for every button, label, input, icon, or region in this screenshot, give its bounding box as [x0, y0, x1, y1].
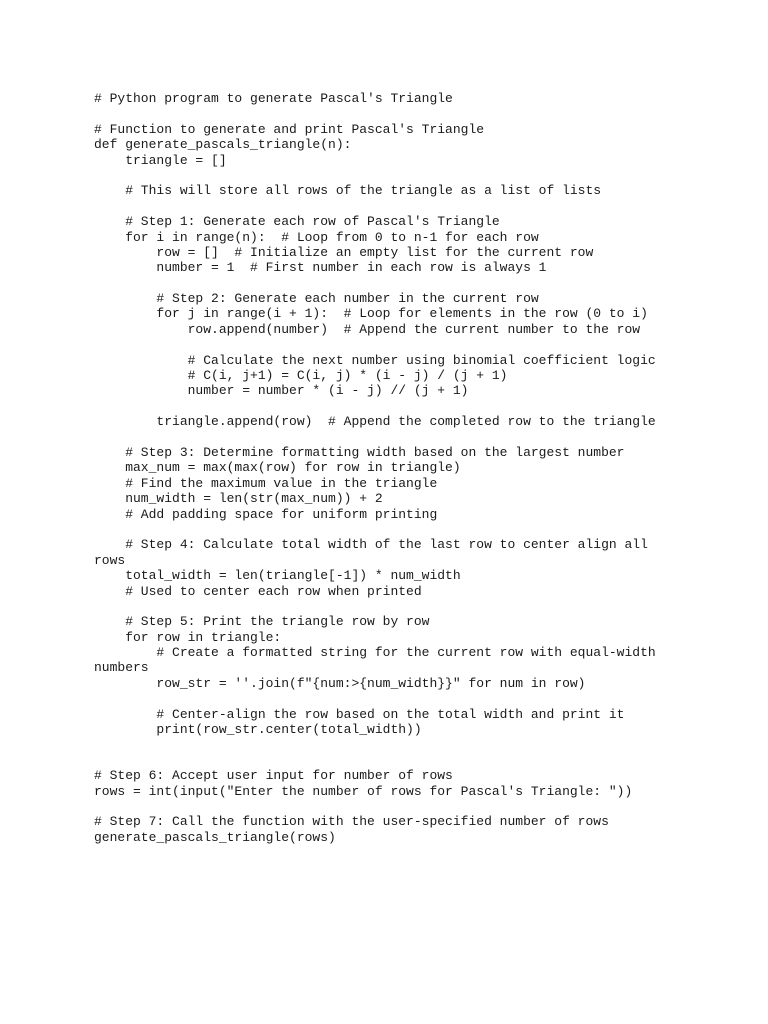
- code-line: # Add padding space for uniform printing: [94, 506, 438, 522]
- code-line: for j in range(i + 1): # Loop for elements in the row (0 to i): [94, 306, 648, 322]
- code-line: [94, 199, 734, 214]
- code-line: row_str = ''.join(f"{num:>{num_width}}" for num in row): [94, 675, 586, 691]
- code-line: # Step 5: Print the triangle row by row: [94, 614, 430, 630]
- code-line: triangle.append(row) # Append the completed row to the triangle: [94, 414, 656, 430]
- code-line: # Function to generate and print Pascal's Triangle: [94, 121, 485, 137]
- code-line: generate_pascals_triangle(rows): [94, 829, 336, 845]
- code-line: rows: [94, 552, 126, 568]
- code-line: # Used to center each row when printed: [94, 583, 422, 599]
- code-line: for i in range(n): # Loop from 0 to n-1 for each row: [94, 229, 539, 245]
- code-line: # This will store all rows of the triangle as a list of lists: [94, 183, 602, 199]
- code-line: [94, 599, 734, 614]
- code-line: [94, 737, 734, 752]
- code-line: [94, 753, 734, 768]
- code-line: row.append(number) # Append the current number to the row: [94, 321, 641, 337]
- code-line: row = [] # Initialize an empty list for the current row: [94, 244, 594, 260]
- code-line: [94, 522, 734, 537]
- code-line: [94, 399, 734, 414]
- code-line: [94, 337, 734, 352]
- code-line: # Step 3: Determine formatting width based on the largest number: [94, 444, 625, 460]
- code-line: # Step 6: Accept user input for number of rows: [94, 768, 453, 784]
- code-line: total_width = len(triangle[-1]) * num_width: [94, 568, 461, 584]
- code-line: # Step 2: Generate each number in the current row: [94, 291, 539, 307]
- code-line: num_width = len(str(max_num)) + 2: [94, 491, 383, 507]
- code-line: for row in triangle:: [94, 629, 282, 645]
- code-line: rows = int(input("Enter the number of rows for Pascal's Triangle: ")): [94, 783, 633, 799]
- code-line: # Center-align the row based on the total width and print it: [94, 706, 625, 722]
- code-line: def generate_pascals_triangle(n):: [94, 137, 352, 153]
- code-line: number = number * (i - j) // (j + 1): [94, 383, 469, 399]
- code-line: [94, 106, 734, 121]
- code-line: # Calculate the next number using binomial coefficient logic: [94, 352, 656, 368]
- code-line: # Step 4: Calculate total width of the last row to center align all: [94, 537, 648, 553]
- code-line: # Step 1: Generate each row of Pascal's Triangle: [94, 214, 500, 230]
- code-line: [94, 168, 734, 183]
- code-line: # Create a formatted string for the current row with equal-width: [94, 645, 656, 661]
- code-line: number = 1 # First number in each row is always 1: [94, 260, 547, 276]
- code-line: [94, 691, 734, 706]
- code-block: [94, 91, 734, 845]
- code-line: max_num = max(max(row) for row in triangle): [94, 460, 461, 476]
- code-line: # C(i, j+1) = C(i, j) * (i - j) / (j + 1): [94, 368, 508, 384]
- code-line: # Python program to generate Pascal's Triangle: [94, 91, 453, 106]
- code-line: triangle = []: [94, 152, 227, 168]
- code-line: print(row_str.center(total_width)): [94, 722, 422, 738]
- code-line: [94, 276, 734, 291]
- code-line: numbers: [94, 660, 149, 676]
- code-line: # Find the maximum value in the triangle: [94, 475, 438, 491]
- code-line: [94, 430, 734, 445]
- code-line: # Step 7: Call the function with the user-specified number of rows: [94, 814, 609, 830]
- code-line: [94, 799, 734, 814]
